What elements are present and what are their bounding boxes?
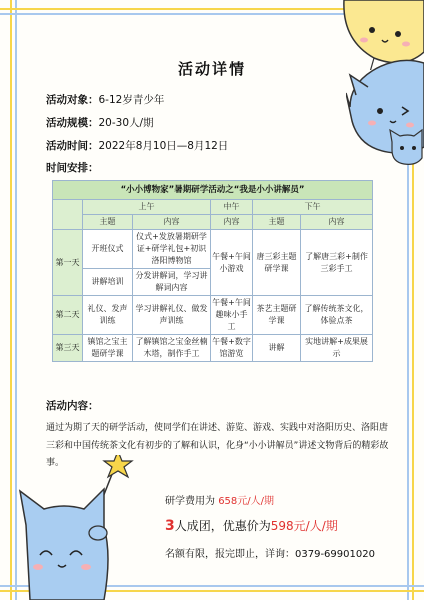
promo-price: 598元/人/期 — [270, 519, 338, 533]
table-cell: 学习讲解礼仪、做发声训练 — [133, 296, 211, 335]
table-cell: 午餐+午间趣味小手工 — [211, 296, 253, 335]
table-corner — [53, 200, 83, 230]
info-label: 活动内容： — [46, 400, 99, 412]
table-cell: 仪式+发放暑期研学证+研学礼包+初识洛阳博物馆 — [133, 230, 211, 269]
table-cell: 午餐+数字馆游览 — [211, 335, 253, 362]
info-value: 2022年8月10日—8月12日 — [98, 140, 229, 152]
table-cell: 礼仪、发声训练 — [83, 296, 133, 335]
sub-header: 主题 — [253, 215, 301, 230]
day-label: 第三天 — [53, 335, 83, 362]
info-label: 活动对象： — [46, 94, 99, 106]
period-header: 中午 — [211, 200, 253, 215]
day-label: 第二天 — [53, 296, 83, 335]
fee-amount: 658元/人/期 — [218, 496, 275, 507]
info-label: 活动时间： — [46, 140, 99, 152]
table-cell: 了解唐三彩+制作三彩手工 — [301, 230, 373, 296]
cat-with-wand-icon — [0, 455, 170, 600]
table-cell: 讲解培训 — [83, 269, 133, 296]
table-cell: 开班仪式 — [83, 230, 133, 269]
page-title: 活动详情 — [177, 60, 246, 78]
schedule-table — [52, 180, 373, 362]
fee-line — [165, 492, 274, 507]
content-heading — [46, 398, 99, 413]
table-cell: 午餐+午间小游戏 — [211, 230, 253, 296]
sub-header: 内容 — [301, 215, 373, 230]
info-time — [46, 138, 228, 153]
promo-line — [165, 517, 338, 534]
promo-count: 3 — [165, 518, 175, 534]
info-label: 活动规模： — [46, 117, 99, 129]
table-cell: 了解传统茶文化，体验点茶 — [301, 296, 373, 335]
table-cell: 实地讲解+成果展示 — [301, 335, 373, 362]
content-text: 通过为期了天的研学活动，使同学们在讲述、游览、游戏、实践中对洛阳历史、洛阳唐三彩和中国传统茶文化有初步的了解和认识，化身“小小讲解员”讲述文物背后的精彩故事。 — [46, 423, 389, 468]
fee-prefix: 研学费用为 — [165, 496, 215, 507]
info-value: 6-12岁青少年 — [98, 94, 165, 106]
info-scale — [46, 115, 154, 130]
table-cell: 分发讲解词，学习讲解词内容 — [133, 269, 211, 296]
contact-line: 名额有限，报完即止，详询：0379-69901020 — [165, 549, 375, 560]
table-cell: 茶艺主题研学课 — [253, 296, 301, 335]
day-label: 第一天 — [53, 230, 83, 296]
small-cat-icon — [386, 128, 424, 166]
info-schedule — [46, 160, 99, 175]
table-cell: 镇馆之宝主题研学课 — [83, 335, 133, 362]
period-header: 下午 — [253, 200, 373, 215]
period-header: 上午 — [83, 200, 211, 215]
info-value: 20-30人/期 — [98, 117, 154, 129]
table-cell: 讲解 — [253, 335, 301, 362]
info-target — [46, 92, 164, 107]
promo-middle: 人成团，优惠价为 — [174, 519, 271, 533]
table-cell: 唐三彩主题研学课 — [253, 230, 301, 296]
sub-header: 内容 — [211, 215, 253, 230]
sub-header: 内容 — [133, 215, 211, 230]
table-title: “小小博物家”暑期研学活动之“我是小小讲解员” — [53, 181, 373, 200]
table-cell: 了解镇馆之宝金丝楠木塔，制作手工 — [133, 335, 211, 362]
info-label: 时间安排： — [46, 162, 99, 174]
sub-header: 主题 — [83, 215, 133, 230]
